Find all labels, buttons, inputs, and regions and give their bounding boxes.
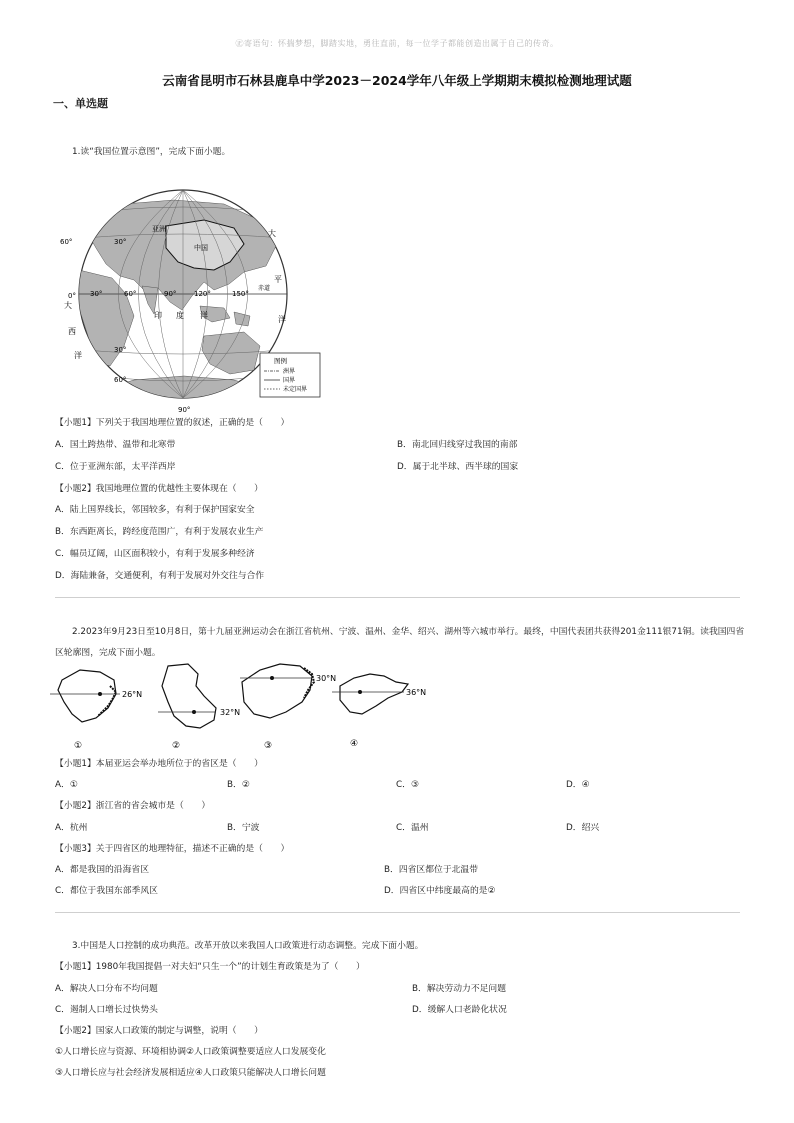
q2-sub3-option-b[interactable]: B．四省区都位于北温带	[384, 865, 479, 875]
lat-label: 30°	[114, 346, 127, 354]
header-motto: ㊣寄语句：怀揣梦想，脚踏实地，勇往直前，每一位学子都能创造出属于自己的传奇。	[235, 39, 559, 48]
q2-sub3-prompt: 【小题3】关于四省区的地理特征，描述不正确的是（ ）	[55, 844, 290, 854]
province-map-2	[158, 664, 240, 751]
q2-sub2-prompt: 【小题2】浙江省的省会城市是（ ）	[55, 801, 211, 811]
q3-sub1-option-b[interactable]: B．解决劳动力不足问题	[412, 984, 507, 994]
map-label: 洋	[200, 311, 208, 320]
q3-sub2-prompt: 【小题2】国家人口政策的制定与调整，说明（ ）	[55, 1026, 263, 1036]
q2-sub2-option-b[interactable]: B．宁波	[227, 823, 260, 833]
map-number: ②	[172, 741, 181, 751]
q1-sub2-option-b[interactable]: B．东西距离长，跨经度范围广，有利于发展农业生产	[55, 527, 264, 537]
legend-item: 未定国界	[283, 386, 308, 393]
map-label: 中国	[194, 244, 208, 252]
q1-sub1-prompt: 【小题1】下列关于我国地理位置的叙述，正确的是（ ）	[55, 418, 290, 428]
q1-sub2-prompt: 【小题2】我国地理位置的优越性主要体现在（ ）	[55, 484, 263, 494]
map-number: ④	[350, 739, 359, 749]
q3-sub1-prompt: 【小题1】1980年我国提倡一对夫妇“只生一个”的计划生育政策是为了（ ）	[55, 962, 365, 972]
q2-sub2-option-d[interactable]: D．绍兴	[566, 823, 600, 833]
map-label: 洋	[278, 315, 286, 324]
legend-title: 图例	[274, 357, 287, 365]
lat-label: 0°	[68, 292, 76, 300]
q1-stem: 1.读“我国位置示意图”，完成下面小题。	[72, 147, 231, 157]
legend-item: 国界	[283, 377, 296, 384]
lon-label: 120°	[194, 290, 211, 298]
section-heading: 一、单选题	[53, 97, 108, 110]
q3-sub1-option-d[interactable]: D．缓解人口老龄化状况	[412, 1005, 507, 1015]
q2-sub3-option-a[interactable]: A．都是我国的沿海省区	[55, 865, 149, 875]
china-location-globe-map	[54, 186, 324, 414]
map-label: 度	[176, 311, 184, 320]
map-label: 亚洲	[152, 225, 166, 233]
equator-label: 赤道	[258, 285, 271, 292]
q2-sub3-option-c[interactable]: C．都位于我国东部季风区	[55, 886, 158, 896]
q3-sub1-option-a[interactable]: A．解决人口分布不均问题	[55, 984, 158, 994]
pole-label: 90°	[178, 406, 191, 414]
q2-sub1-option-a[interactable]: A．①	[55, 780, 78, 790]
latitude-label: 30°N	[316, 674, 337, 683]
exam-title: 云南省昆明市石林县鹿阜中学2023－2024学年八年级上学期期末模拟检测地理试题	[162, 73, 632, 88]
lat-label: 60°	[60, 238, 73, 246]
map-legend	[260, 353, 320, 397]
q2-stem: 2.2023年9月23日至10月8日，第十九届亚洲运动会在浙江省杭州、宁波、温州、金华、绍兴、湖州等六城市举行。最终，中国代表团共获得201金111银71铜。读我国四省区轮廓图，完成下面小题。	[55, 627, 745, 658]
lat-label: 60°	[114, 376, 127, 384]
q3-stem: 3.中国是人口控制的成功典范。改革开放以来我国人口政策进行动态调整。完成下面小题。	[72, 941, 424, 951]
q1-sub1-option-a[interactable]: A．国土跨热带、温带和北寒带	[55, 440, 176, 450]
map-label: 大	[64, 301, 72, 310]
lon-label: 90°	[164, 290, 177, 298]
province-outline-maps	[50, 656, 427, 756]
q3-sub2-statements-2: ③人口增长应与社会经济发展相适应④人口政策只能解决人口增长问题	[55, 1068, 326, 1078]
lon-label: 60°	[124, 290, 137, 298]
province-map-4	[332, 674, 426, 749]
q2-sub1-option-d[interactable]: D．④	[566, 780, 590, 790]
q2-sub1-option-b[interactable]: B．②	[227, 780, 250, 790]
map-label: 西	[68, 327, 76, 336]
q2-sub1-option-c[interactable]: C．③	[396, 780, 419, 790]
q2-sub2-option-a[interactable]: A．杭州	[55, 823, 88, 833]
lon-label: 30°	[90, 290, 103, 298]
map-label: 平	[274, 275, 282, 284]
map-number: ③	[264, 741, 273, 751]
q1-sub2-option-a[interactable]: A．陆上国界线长，邻国较多，有利于保护国家安全	[55, 505, 255, 515]
q2-sub1-prompt: 【小题1】本届亚运会举办地所位于的省区是（ ）	[55, 759, 263, 769]
latitude-label: 32°N	[220, 708, 241, 717]
latitude-label: 26°N	[122, 690, 143, 699]
lon-label: 150°	[232, 290, 249, 298]
map-label: 印	[154, 311, 162, 320]
q1-sub1-option-c[interactable]: C．位于亚洲东部，太平洋西岸	[55, 462, 176, 472]
province-map-1	[50, 670, 142, 751]
legend-item: 洲界	[283, 368, 296, 375]
q1-sub1-option-d[interactable]: D．属于北半球、西半球的国家	[397, 462, 519, 472]
q2-sub3-option-d[interactable]: D．四省区中纬度最高的是②	[384, 886, 496, 896]
q1-sub2-option-c[interactable]: C．幅员辽阔，山区面积较小，有利于发展多种经济	[55, 549, 255, 559]
q3-sub2-statements-1: ①人口增长应与资源、环境相协调②人口政策调整要适应人口发展变化	[55, 1047, 326, 1057]
map-label: 大	[268, 229, 276, 238]
map-label: 洋	[74, 351, 82, 360]
map-number: ①	[74, 741, 83, 751]
lat-label: 30°	[114, 238, 127, 246]
latitude-label: 36°N	[406, 688, 427, 697]
q1-sub1-option-b[interactable]: B．南北回归线穿过我国的南部	[397, 440, 518, 450]
q1-sub2-option-d[interactable]: D．海陆兼备，交通便利，有利于发展对外交往与合作	[55, 571, 265, 581]
province-map-3	[240, 664, 336, 751]
q2-sub2-option-c[interactable]: C．温州	[396, 823, 429, 833]
divider	[55, 912, 740, 913]
q3-sub1-option-c[interactable]: C．遏制人口增长过快势头	[55, 1005, 158, 1015]
divider	[55, 597, 740, 598]
